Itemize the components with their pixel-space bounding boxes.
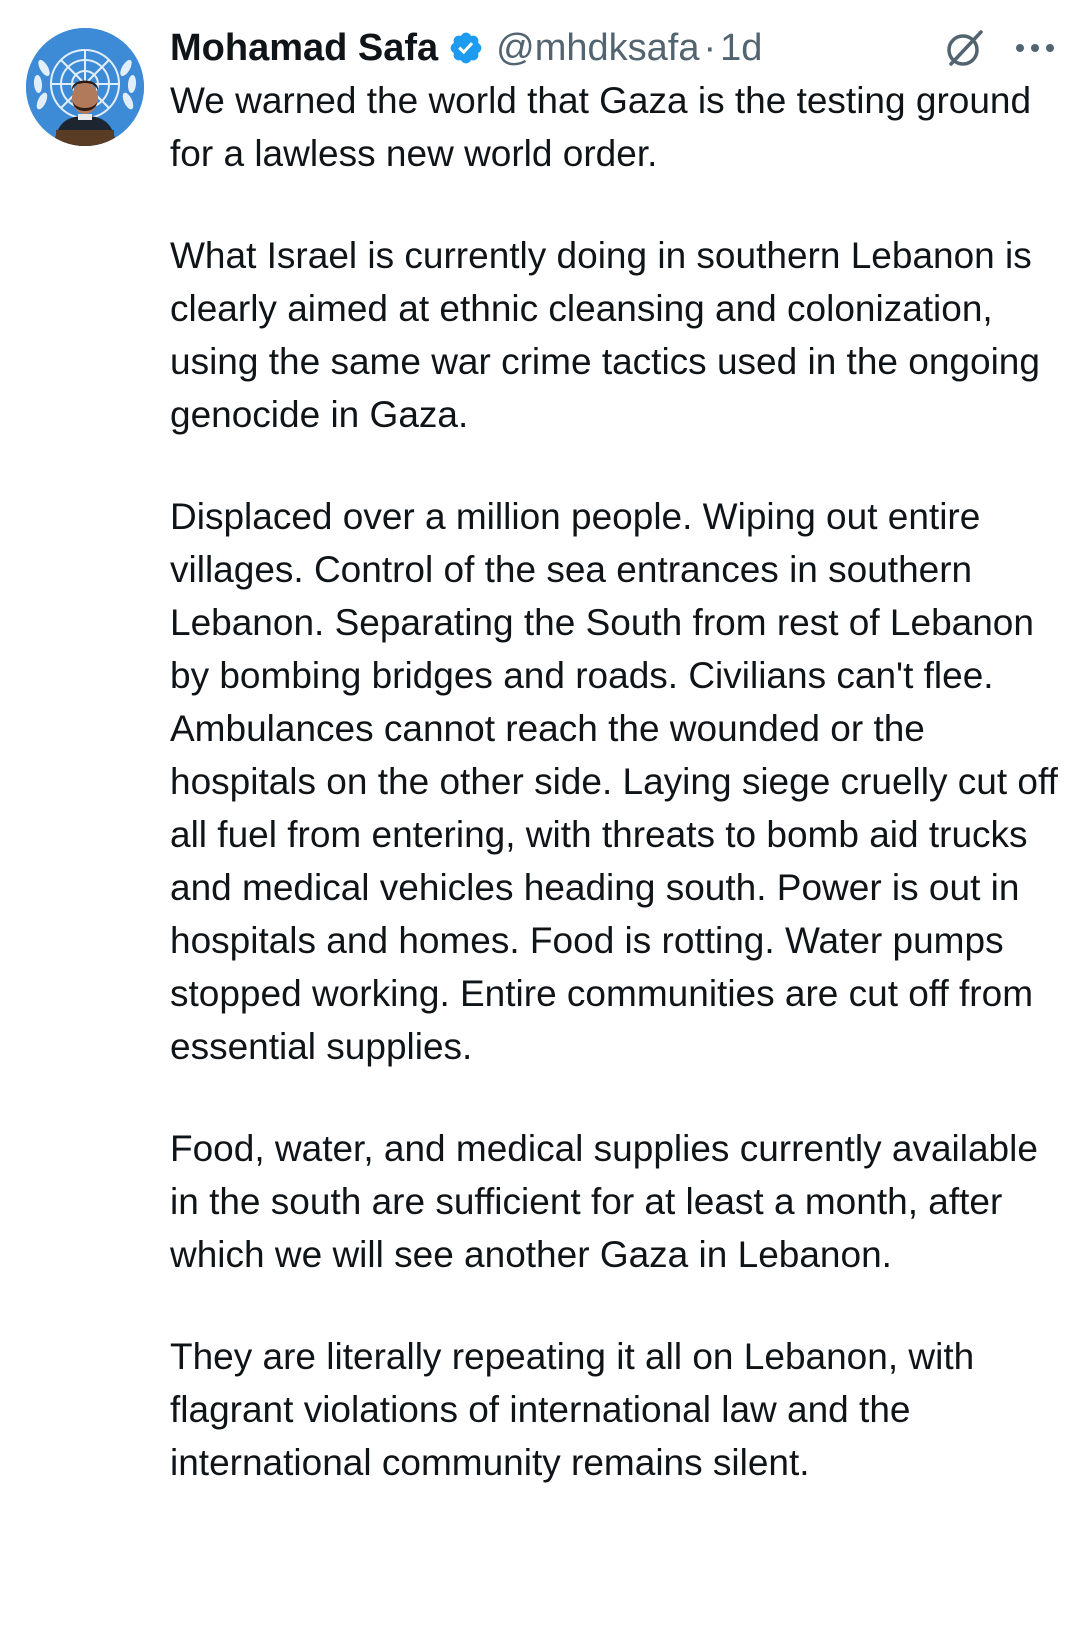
grok-icon[interactable]: [944, 27, 986, 69]
separator: ·: [703, 26, 717, 69]
tweet-paragraph: Displaced over a million people. Wiping out entire villages. Control of the sea entrances in southern Lebanon. Separating the South from rest of Lebanon by bombing bridges and roads. Civilians can't flee. Ambulances cannot reach the wounded or the hospitals on the other side. Laying siege cruelly cut off all fuel from entering, with threats to bomb aid trucks and medical vehicles heading south. Power is out in hospitals and homes. Food is rotting. Water pumps stopped working. Entire communities are cut off from essential supplies.: [170, 496, 1058, 1067]
avatar[interactable]: [26, 28, 144, 146]
more-options-icon[interactable]: [1010, 40, 1060, 56]
tweet-text: [170, 74, 1070, 1489]
tweet-paragraph: What Israel is currently doing in southern Lebanon is clearly aimed at ethnic cleansing and colonization, using the same war crime tactics used in the ongoing genocide in Gaza.: [170, 235, 1040, 435]
un-emblem-avatar-icon: [26, 28, 144, 146]
tweet-paragraph: Food, water, and medical supplies currently available in the south are sufficient for at least a month, after which we will see another Gaza in Lebanon.: [170, 1128, 1038, 1275]
tweet-header: [170, 22, 1060, 74]
verified-badge-icon: [448, 30, 484, 66]
tweet-paragraph: They are literally repeating it all on Lebanon, with flagrant violations of international law and the international community remains silent.: [170, 1336, 975, 1483]
timestamp[interactable]: 1d: [720, 26, 763, 69]
display-name[interactable]: Mohamad Safa: [170, 26, 439, 69]
user-handle[interactable]: @mhdksafa: [496, 26, 700, 69]
tweet-paragraph: We warned the world that Gaza is the testing ground for a lawless new world order.: [170, 80, 1032, 174]
